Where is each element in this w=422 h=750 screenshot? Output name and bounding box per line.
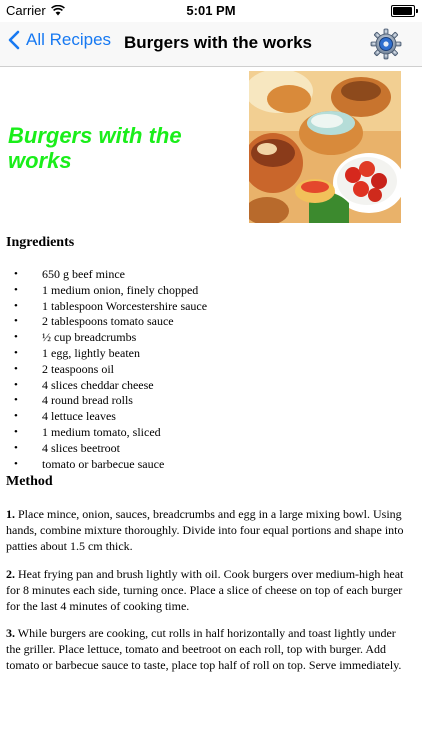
burger-photo-illustration xyxy=(249,71,401,223)
ingredient-item: • 650 g beef mince xyxy=(0,267,207,283)
ingredient-item: • 4 round bread rolls xyxy=(0,393,207,409)
gear-icon xyxy=(370,28,402,60)
ingredient-list xyxy=(0,267,207,472)
chevron-left-icon xyxy=(8,30,20,50)
ingredient-item: • 1 tablespoon Worcestershire sauce xyxy=(0,299,207,315)
step-number: 3. xyxy=(6,626,15,640)
battery-icon xyxy=(391,5,415,17)
battery-level xyxy=(393,7,412,15)
method-heading: Method xyxy=(6,474,53,489)
ingredients-heading: Ingredients xyxy=(6,235,75,250)
ingredient-item: • 4 lettuce leaves xyxy=(0,409,207,425)
back-button-label: All Recipes xyxy=(26,30,112,49)
carrier-label: Carrier xyxy=(6,3,46,18)
ingredient-item: • 1 medium onion, finely chopped xyxy=(0,283,207,299)
method-step xyxy=(6,625,410,673)
ingredient-item: • tomato or barbecue sauce xyxy=(0,457,207,473)
ingredient-item: • 2 tablespoons tomato sauce xyxy=(0,314,207,330)
back-button[interactable] xyxy=(8,30,111,50)
status-time: 5:01 PM xyxy=(186,3,236,18)
ingredient-item: • 1 medium tomato, sliced xyxy=(0,425,207,441)
navigation-bar xyxy=(0,22,422,67)
step-text: While burgers are cooking, cut rolls in half horizontally and toast lightly under the griller. Place lettuce, tomato and beetroot on each roll, top with burger. Add tomato or barbecue sauce to taste, place top half of roll on top. Serve immediately. xyxy=(6,626,402,672)
nav-title: Burgers with the works xyxy=(124,33,312,52)
settings-button[interactable] xyxy=(370,28,402,60)
method-step xyxy=(6,566,410,614)
ingredient-item: • 1 egg, lightly beaten xyxy=(0,346,207,362)
method-step xyxy=(6,506,410,554)
recipe-photo xyxy=(249,71,401,223)
step-text: Place mince, onion, sauces, breadcrumbs and egg in a large mixing bowl. Using hands, combine mixture thoroughly. Divide into four equal portions and shape into patties about 1.5 cm thick. xyxy=(6,507,404,553)
step-number: 1. xyxy=(6,507,15,521)
ingredient-item: • 4 slices cheddar cheese xyxy=(0,378,207,394)
step-number: 2. xyxy=(6,567,15,581)
ingredient-item: • 4 slices beetroot xyxy=(0,441,207,457)
ingredient-item: • ½ cup breadcrumbs xyxy=(0,330,207,346)
recipe-title: Burgers with the works xyxy=(8,123,182,173)
status-bar xyxy=(0,0,422,22)
step-text: Heat frying pan and brush lightly with oil. Cook burgers over medium-high heat for 8 minutes each side, turning once. Place a slice of cheese on top of each burger for the last 4 minutes of cooking time. xyxy=(6,567,404,613)
ingredient-item: • 2 teaspoons oil xyxy=(0,362,207,378)
